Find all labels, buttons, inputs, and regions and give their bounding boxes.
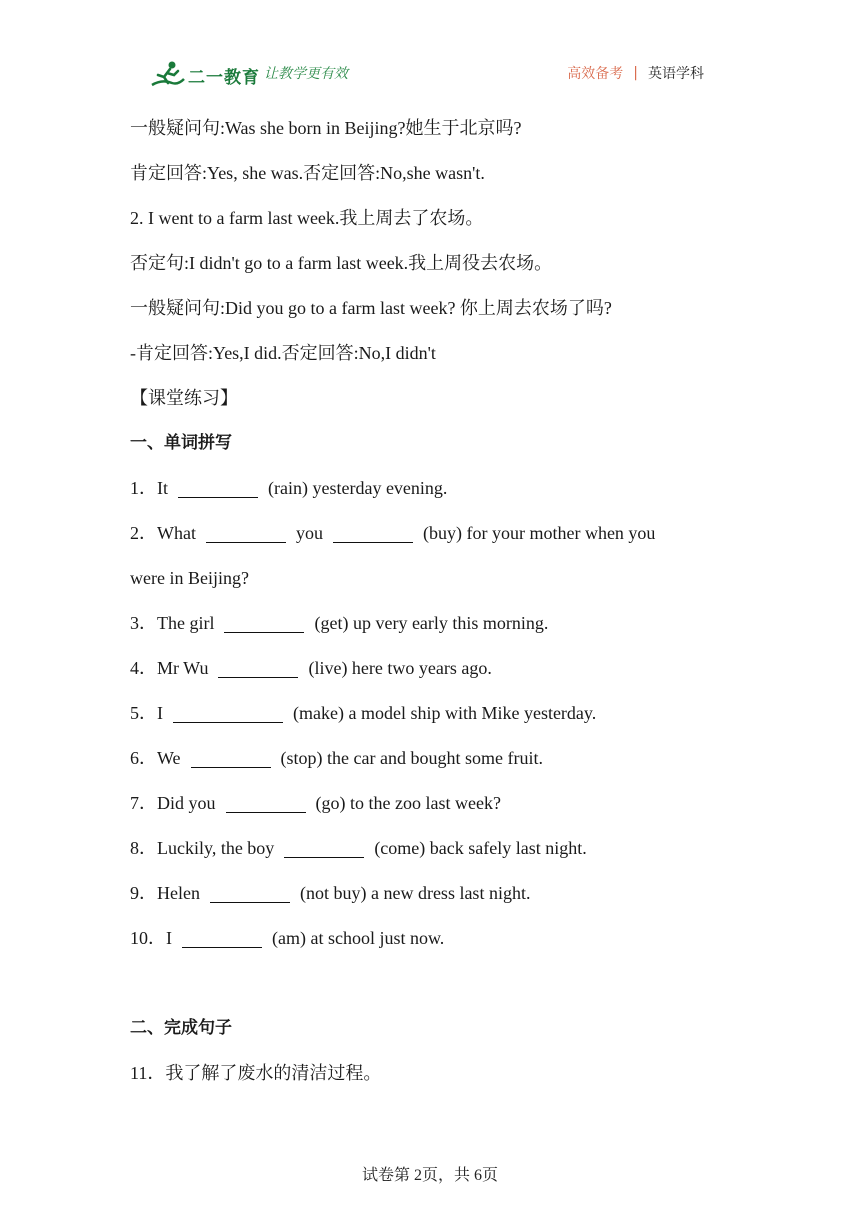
question-text: (live) here two years ago. xyxy=(308,658,492,678)
text-line: 一般疑问句:Was she born in Beijing?她生于北京吗? xyxy=(130,118,522,138)
question-text: 10．I xyxy=(130,928,172,948)
question-text: 3．The girl xyxy=(130,613,215,633)
answer-blank[interactable] xyxy=(210,882,290,903)
question-text: 7．Did you xyxy=(130,793,216,813)
text-line: 否定句:I didn't go to a farm last week.我上周役去农场。 xyxy=(130,253,553,273)
text-line: 肯定回答:Yes, she was.否定回答:No,she wasn't. xyxy=(130,163,485,183)
question-11: 11．我了解了废水的清洁过程。 xyxy=(130,1063,382,1083)
text-line: 2. I went to a farm last week.我上周去了农场。 xyxy=(130,208,484,228)
answer-blank[interactable] xyxy=(226,792,306,813)
question-text: 8．Luckily, the boy xyxy=(130,838,275,858)
header-tags xyxy=(567,63,704,83)
text-line: -肯定回答:Yes,I did.否定回答:No,I didn't xyxy=(130,343,436,363)
question-text: (make) a model ship with Mike yesterday. xyxy=(293,703,597,723)
answer-blank[interactable] xyxy=(333,522,413,543)
answer-blank[interactable] xyxy=(218,657,298,678)
question-2 xyxy=(130,515,730,560)
section-title-spelling: 一、单词拼写 xyxy=(130,433,232,453)
question-8 xyxy=(130,830,730,875)
answer-blank[interactable] xyxy=(284,837,364,858)
tag-exam-prep: 高效备考 xyxy=(567,66,624,82)
question-6 xyxy=(130,740,730,785)
question-7 xyxy=(130,785,730,830)
answer-blank[interactable] xyxy=(178,477,258,498)
running-figure-icon xyxy=(148,59,186,91)
question-text: 6．We xyxy=(130,748,181,768)
question-text: 1．It xyxy=(130,478,168,498)
page-header xyxy=(0,0,860,100)
question-text: 4．Mr Wu xyxy=(130,658,209,678)
question-text: (come) back safely last night. xyxy=(374,838,587,858)
question-9 xyxy=(130,875,730,920)
question-text: (rain) yesterday evening. xyxy=(268,478,448,498)
page-footer: 试卷第 2页，共 6页 xyxy=(361,1167,498,1184)
question-text: (stop) the car and bought some fruit. xyxy=(280,748,543,768)
question-text: (am) at school just now. xyxy=(272,928,445,948)
answer-blank[interactable] xyxy=(182,927,262,948)
question-4 xyxy=(130,650,730,695)
logo xyxy=(148,58,260,92)
practice-heading: 【课堂练习】 xyxy=(130,388,238,408)
question-3 xyxy=(130,605,730,650)
question-10 xyxy=(130,920,730,965)
section-title-complete-sentences: 二、完成句子 xyxy=(130,1018,232,1038)
question-1 xyxy=(130,470,730,515)
answer-blank[interactable] xyxy=(191,747,271,768)
text-line: 一般疑问句:Did you go to a farm last week? 你上周去农场了吗? xyxy=(130,298,612,318)
question-text: 9．Helen xyxy=(130,883,200,903)
answer-blank[interactable] xyxy=(224,612,304,633)
question-text: 2．What xyxy=(130,523,196,543)
question-text: (not buy) a new dress last night. xyxy=(299,883,531,903)
question-text: you xyxy=(295,523,323,543)
slogan: 让教学更有效 xyxy=(264,66,348,82)
logo-text: 二一教育 xyxy=(188,67,260,88)
question-text: (buy) for your mother when you xyxy=(422,523,656,543)
document-body xyxy=(130,110,730,1100)
tag-subject: 英语学科 xyxy=(648,66,704,82)
question-text: (go) to the zoo last week? xyxy=(315,793,501,813)
question-5 xyxy=(130,695,730,740)
spacer xyxy=(130,965,730,1010)
question-text: 5．I xyxy=(130,703,163,723)
header-separator: | xyxy=(633,65,638,81)
answer-blank[interactable] xyxy=(206,522,286,543)
answer-blank[interactable] xyxy=(173,702,283,723)
question-2-cont: were in Beijing? xyxy=(130,568,249,588)
question-text: (get) up very early this morning. xyxy=(314,613,549,633)
